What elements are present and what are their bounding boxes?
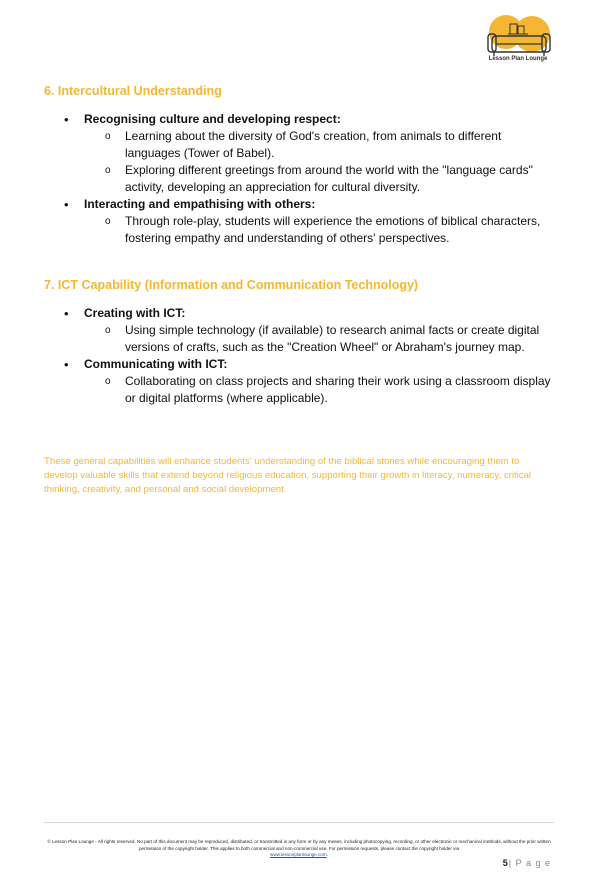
logo-caption: Lesson Plan Lounge [488, 56, 548, 62]
ict-bullet-list [64, 305, 554, 407]
sub-item: o Collaborating on class projects and sharing their work using a classroom display or digital platforms (where applicable). [84, 373, 554, 407]
footer-copyright-notice [44, 839, 554, 859]
sub-item: o Exploring different greetings from around the world with the "language cards" activity, developing an appreciation for cultural diversity. [84, 162, 554, 196]
sub-list [84, 128, 554, 196]
link-suffix: . [326, 852, 328, 857]
section-title-intercultural: 6. Intercultural Understanding [44, 84, 222, 98]
closing-paragraph: These general capabilities will enhance students' understanding of the biblical stories while encouraging them to develop valuable skills that extend beyond religious education, supporting their growth in literacy, numeracy, critical thinking, creativity, and personal and social development. [44, 456, 532, 495]
copyright-text: © Lesson Plan Lounge - All rights reserved. No part of this document may be reproduced, distributed, or transmitted in any form or by any means, including photocopying, recording, or other electronic or mechanical methods, without the prior written permission of the copyright holder. This applies to both commercial and non-commercial use. For permission requests, please contact the copyright holder via [47, 839, 551, 851]
sub-item: o Through role-play, students will experience the emotions of biblical characters, fostering empathy and understanding of others' perspectives. [84, 213, 554, 247]
sub-item: o Learning about the diversity of God's creation, from animals to different languages (Tower of Babel). [84, 128, 554, 162]
footer-divider [44, 822, 554, 823]
page-label: | P a g e [508, 858, 551, 868]
bullet-heading: • Interacting and empathising with others: [84, 197, 316, 211]
bullet-recognising-culture [64, 111, 554, 196]
intercultural-bullet-list [64, 111, 554, 247]
sub-list [84, 322, 554, 356]
page-number [503, 858, 551, 868]
bullet-communicating-with-ict [64, 356, 554, 407]
bullet-heading: • Creating with ICT: [84, 306, 186, 320]
website-link[interactable]: www.lessonplanlounge.com [270, 852, 327, 857]
bullet-heading: • Communicating with ICT: [84, 357, 228, 371]
sub-list [84, 373, 554, 407]
sub-item: o Using simple technology (if available) to research animal facts or create digital versions of crafts, such as the "Creation Wheel" or Abraham's journey map. [84, 322, 554, 356]
bullet-creating-with-ict [64, 305, 554, 356]
bullet-heading: • Recognising culture and developing respect: [84, 112, 341, 126]
sub-list [84, 213, 554, 247]
page-number-value: 5 [502, 858, 509, 868]
bullet-interacting-empathising [64, 196, 554, 247]
section-title-ict: 7. ICT Capability (Information and Communication Technology) [44, 278, 419, 292]
